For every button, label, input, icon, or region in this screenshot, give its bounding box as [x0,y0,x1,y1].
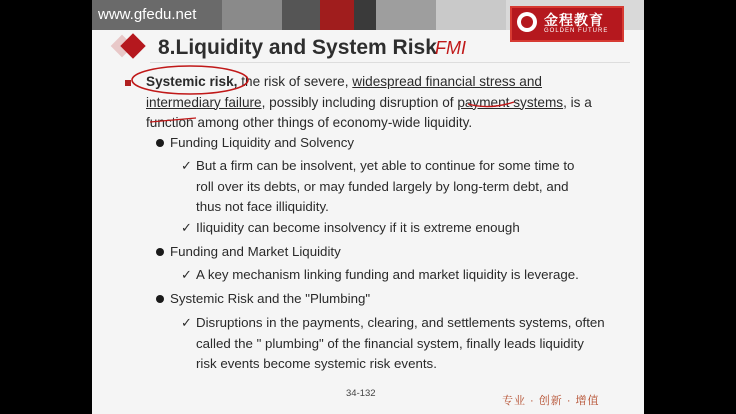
intro-text: the risk of severe, [237,74,353,89]
sub-bullet-text: Disruptions in the payments, clearing, and settlements systems, often called the " plumbing" of the financial system, finally leads liquidity risk events become systemic risk events. [196,315,605,371]
underlined-phrase: payment systems [457,94,564,110]
sub-bullet-text: But a firm can be insolvent, yet able to continue for some time to roll over its debts, or may funded largely by long-term debt, and thus not face illiquidity. [196,158,575,214]
logo-english: GOLDEN FUTURE [544,28,609,34]
check-icon: ✓ [181,220,192,235]
sub-bullet-text: A key mechanism linking funding and market liquidity is leverage. [196,267,579,282]
slide-title: 8.Liquidity and System Risk [158,36,437,59]
sub-bullet-text: Iliquidity can become insolvency if it is extreme enough [196,220,520,235]
bullet-label: Funding Liquidity and Solvency [170,135,355,150]
slide [92,0,644,414]
page-number: 34-132 [346,388,376,399]
handwritten-strike [150,118,196,122]
underlined-phrase: widespread financial stress and intermediary failure [146,74,542,110]
check-icon: ✓ [181,315,192,330]
handwritten-circle [132,66,248,94]
slogan: 专业 · 创新 · 增值 [502,395,600,407]
term-systemic-risk: Systemic risk, [146,74,238,89]
bullet-label: Systemic Risk and the "Plumbing" [170,291,371,306]
intro-text: , is a function among other things of economy-wide liquidity. [146,94,592,130]
watermark-url: www.gfedu.net [98,6,197,23]
logo-chinese: 金程教育 [544,12,604,28]
bullet-label: Funding and Market Liquidity [170,244,341,259]
check-icon: ✓ [181,158,192,173]
pen-annotations [92,0,644,414]
handwritten-underline [468,102,514,107]
intro-text: , possibly including disruption of [261,94,458,110]
check-icon: ✓ [181,267,192,282]
handwritten-note: FMI [435,38,466,58]
